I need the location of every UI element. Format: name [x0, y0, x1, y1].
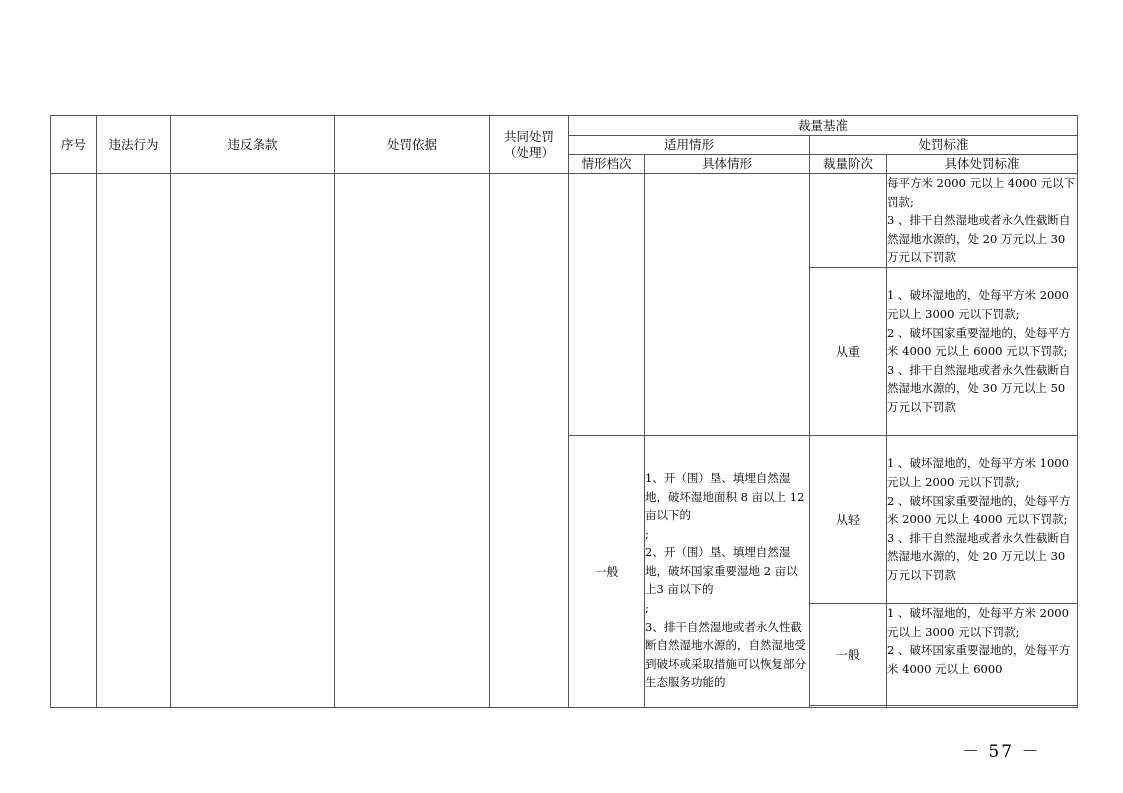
discretion-level-heavy: 从重 — [810, 267, 887, 435]
joint-penalty-cell — [490, 174, 569, 708]
penalty-text-spacer — [887, 705, 1078, 707]
penalty-text-heavy: 1 、破坏湿地的，处每平方米 2000 元以上 3000 元以下罚款; 2 、破坏国家重要湿地的，处每平方米 4000 元以上 6000 元以下罚款; 3 、排干自然湿地或者永久性截断自然湿地水源的，处 30 万元以上 50 万元以下罚款 — [887, 267, 1078, 435]
page-number: － 57 － — [962, 742, 1041, 762]
header-applicable-circumstances: 适用情形 — [569, 136, 810, 155]
header-discretion-level: 裁量阶次 — [810, 155, 887, 174]
header-circumstance-level: 情形档次 — [569, 155, 645, 174]
header-violated-clause: 违反条款 — [171, 116, 335, 174]
header-seq: 序号 — [51, 116, 97, 174]
header-joint-penalty: 共同处罚 （处理） — [490, 116, 569, 174]
header-penalty-basis: 处罚依据 — [335, 116, 490, 174]
header-discretion-standard: 裁量基准 — [569, 116, 1078, 136]
circumstance-level-cell-prev — [569, 174, 645, 436]
header-violation: 违法行为 — [97, 116, 171, 174]
clause-cell — [171, 174, 335, 708]
penalty-discretion-table — [50, 115, 1078, 708]
basis-cell — [335, 174, 490, 708]
discretion-level-light: 从轻 — [810, 435, 887, 603]
seq-cell — [51, 174, 97, 708]
penalty-text-continued: 每平方米 2000 元以上 4000 元以下罚款; 3 、排干自然湿地或者永久性截断自然湿地水源的，处 20 万元以上 30 万元以下罚款 — [887, 174, 1078, 268]
penalty-text-light: 1 、破坏湿地的，处每平方米 1000 元以上 2000 元以下罚款; 2 、破坏国家重要湿地的，处每平方米 2000 元以上 4000 元以下罚款; 3 、排干自然湿地或者永久性截断自然湿地水源的，处 20 万元以上 30 万元以下罚款 — [887, 435, 1078, 603]
violation-cell — [97, 174, 171, 708]
specific-circumstance-cell-prev — [645, 174, 810, 436]
header-specific-circumstances: 具体情形 — [645, 155, 810, 174]
specific-circumstance-general: 1、开（围）垦、填埋自然湿地，破坏湿地面积 8 亩以上 12 亩以下的 ; 2、开（围）垦、填埋自然湿地，破坏国家重要湿地 2 亩以上3 亩以下的 ; 3、排干自然湿地或者永久性截断自然湿地水源的，自然湿地受到破坏或采取措施可以恢复部分生态服务功能的 — [645, 435, 810, 707]
discretion-level-cell-prev — [810, 174, 887, 268]
discretion-level-general: 一般 — [810, 603, 887, 705]
header-penalty-standard: 处罚标准 — [810, 136, 1078, 155]
circumstance-level-general: 一般 — [569, 435, 645, 707]
header-specific-penalty-standard: 具体处罚标准 — [887, 155, 1078, 174]
discretion-level-spacer — [810, 705, 887, 707]
penalty-text-general: 1 、破坏湿地的，处每平方米 2000 元以上 3000 元以下罚款; 2 、破坏国家重要湿地的，处每平方米 4000 元以上 6000 — [887, 603, 1078, 705]
